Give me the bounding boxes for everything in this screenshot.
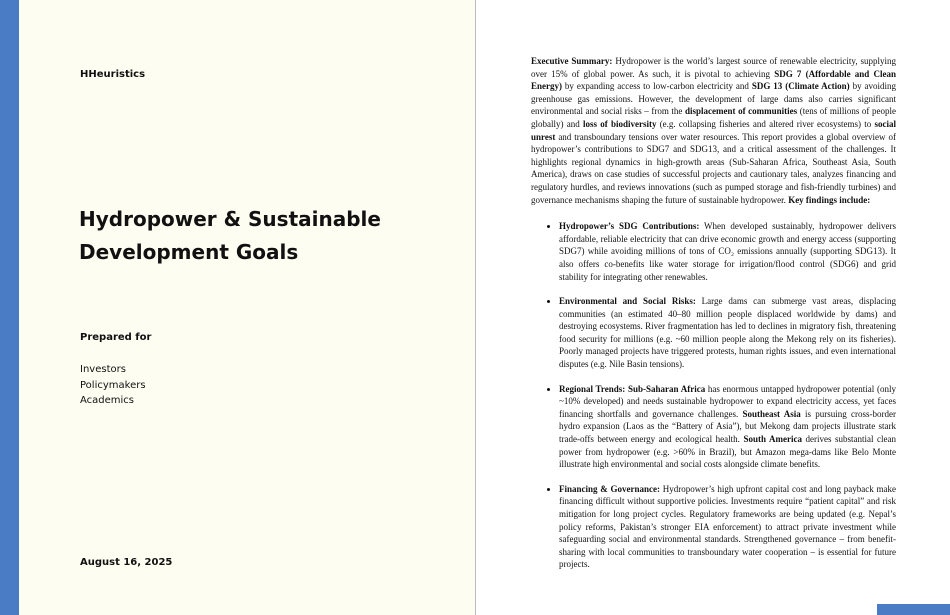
finding-text: is pursuing cross-border hydro expansion (Laos as the “Battery of Asia”), but Mekong dam projects illustrate stark trade-offs between energy and ecological health. <box>559 408 897 445</box>
audience-item: Academics <box>80 395 135 406</box>
audience-item: Investors <box>80 364 126 375</box>
finding-heading: Regional Trends: Sub-Saharan Africa <box>559 383 706 394</box>
summary-text: by expanding access to low-carbon electricity and <box>562 81 752 92</box>
finding-heading: Environmental and Social Risks: <box>559 296 696 307</box>
audience-list <box>80 362 146 409</box>
summary-text: (tens of millions of people globally) and <box>531 106 896 129</box>
finding-sdg-contributions <box>559 220 896 283</box>
finding-heading: Financing & Governance: <box>559 483 660 494</box>
summary-text: by avoiding greenhouse gas emissions. However, the development of large dams also carries significant environmental and social risks – from the <box>531 81 896 117</box>
displacement-emphasis: displacement of communities <box>685 106 798 117</box>
finding-risks <box>559 295 896 371</box>
finding-text: derives substantial clean power from hydropower (e.g. >60% in Brazil), but Amazon mega-dams like Belo Monte illustrate high environmental and social costs alongside climate benefits. <box>559 434 896 470</box>
footer-accent-bar <box>877 604 950 615</box>
sdg13-emphasis: SDG 13 (Climate Action) <box>751 81 850 92</box>
prepared-for-label: Prepared for <box>80 332 152 343</box>
summary-text: and transboundary tensions over water resources. This report provides a global overview of hydropower’s contributions to SDG7 and SDG13, and a critical assessment of the challenges. It highlights regional dynamics in high-growth areas (Sub-Saharan Africa, Southeast Asia, South America), draws on case studies of successful projects and cautionary tales, analyzes financing and regulatory hurdles, and reviews innovations (such as pumped storage and fish-friendly turbines) and governance mechanisms shaping the future of sustainable hydropower. <box>531 131 896 205</box>
cover-accent-bar <box>0 0 19 615</box>
brand-name: HHeuristics <box>80 69 146 80</box>
summary-text: (e.g. collapsing fisheries and altered river ecosystems) to <box>656 118 875 129</box>
audience-item: Policymakers <box>80 379 146 391</box>
key-findings-label: Key findings include: <box>788 194 871 205</box>
region-south-america: South America <box>743 434 802 445</box>
finding-text: Large dams can submerge vast areas, displacing communities (an estimated 40–80 million people displaced worldwide by dams) and destroying ecosystems. River fragmentation has led to declines in migratory fish, threatening food security for millions (e.g. ~60 million people along the Mekong rely on its fisheries). Poorly managed projects have triggered protests, human rights issues, and even international disputes (e.g. Nile Basin tensions). <box>559 296 896 370</box>
summary-paragraph <box>531 55 896 206</box>
report-date: August 16, 2025 <box>80 557 173 568</box>
unrest-emphasis: social unrest <box>531 118 896 142</box>
finding-text: has enormous untapped hydropower potential (only ~10% developed) and needs sustainable hydropower to expand electricity access, yet faces financing shortfalls and governance challenges. <box>559 383 896 419</box>
sdg7-emphasis: SDG 7 (Affordable and Clean Energy) <box>531 68 896 92</box>
summary-text: Hydropower is the world’s largest source of renewable electricity, supplying over 15% of global power. As such, it is pivotal to achieving <box>531 56 896 79</box>
executive-summary <box>531 55 896 583</box>
report-title: Hydropower & Sustainable Development Goals <box>79 207 381 264</box>
finding-heading: Hydropower’s SDG Contributions: <box>559 221 700 232</box>
finding-text: When developed sustainably, hydropower delivers affordable, reliable electricity that can drive economic growth and energy access (supporting SDG7) while avoiding millions of tons of CO₂ emissions annually (supporting SDG13). It also offers co-benefits like water storage for irrigation/flood control (SDG6) and grid stability for integrating other renewables. <box>559 221 896 282</box>
finding-regional-trends <box>559 383 896 471</box>
region-southeast-asia: Southeast Asia <box>742 408 801 419</box>
biodiversity-emphasis: loss of biodiversity <box>582 118 657 129</box>
finding-text: Hydropower’s high upfront capital cost and long payback make financing difficult without supportive policies. Investments require “patient capital” and risk mitigation for long project cycles. Regulatory frameworks are being updated (e.g. Nepal’s policy reforms, Pakistan’s stronger EIA enforcement) to attract private investment while safeguarding social and environmental standards. Strengthened governance – from benefit-sharing with local communities to transboundary water cooperation – is essential for future projects. <box>559 483 896 570</box>
finding-financing <box>559 483 896 571</box>
findings-list <box>531 220 896 571</box>
summary-heading: Executive Summary: <box>531 56 613 66</box>
